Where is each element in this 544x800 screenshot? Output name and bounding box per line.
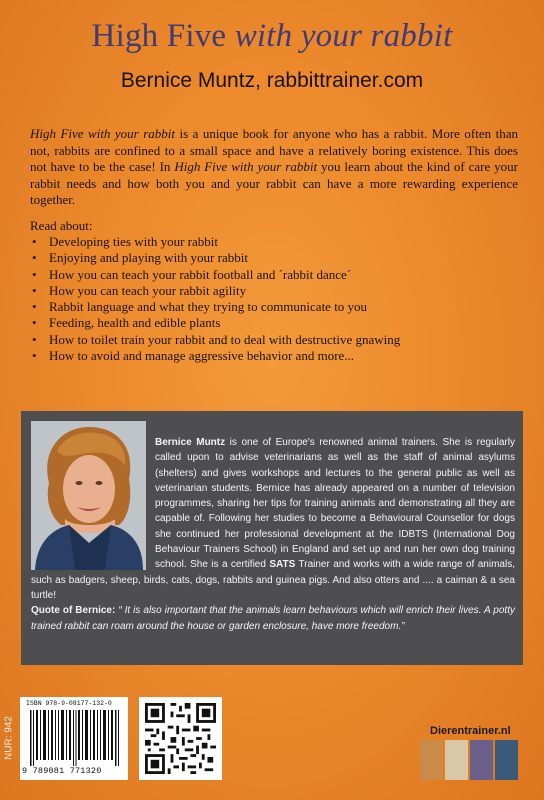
- list-item: • Enjoying and playing with your rabbit: [30, 250, 400, 266]
- dog-thumbnail: [420, 740, 443, 780]
- isbn-barcode: [20, 697, 128, 780]
- title-italic: with your rabbit: [234, 18, 453, 54]
- bio-quote: [31, 603, 515, 634]
- list-item: • Rabbit language and what they trying to communicate to you: [30, 299, 400, 315]
- list-item: • How to avoid and manage aggressive behavior and more...: [30, 348, 400, 364]
- bio-name: Bernice Muntz: [155, 437, 226, 448]
- list-item: • How you can teach your rabbit football and ´rabbit dance´: [30, 267, 400, 283]
- quote-label: Quote of Bernice:: [31, 605, 116, 617]
- cat-thumbnail: [445, 740, 468, 780]
- author-bio-box: [21, 411, 523, 665]
- barcode-number: 9 789081 771320: [22, 766, 102, 776]
- book-title: [0, 18, 544, 55]
- list-item: • Developing ties with your rabbit: [30, 234, 400, 250]
- bio-text-2: Trainer and works with a wide range of animals, such as badgers, sheep, birds, cats, dogs, rabbits and guinea pigs. And also otters and .... a caiman & a sea turtle!: [31, 559, 515, 601]
- intro-part-1: is a unique book for anyone who has a rabbit. More often than not, rabbits are confined to a small space and have a relatively boring existence. This does not have to be the case! In: [30, 126, 518, 174]
- nur-label: NUR: 942: [3, 716, 15, 760]
- title-plain: High Five: [91, 18, 235, 54]
- list-item: • How you can teach your rabbit agility: [30, 283, 400, 299]
- author-photo: [31, 421, 146, 570]
- isbn-text: ISBN 978-9-08177-132-0: [26, 700, 112, 707]
- brand-name: Dierentrainer.nl: [430, 725, 511, 737]
- intro-book-title-2: High Five with your rabbit: [174, 159, 318, 174]
- cow-thumbnail: [495, 740, 518, 780]
- intro-paragraph: [30, 126, 518, 209]
- animal-thumbnails: [420, 740, 520, 780]
- bio-sats: SATS: [269, 559, 296, 571]
- quote-text: “ It is also important that the animals learn behaviours which will enrich their lives. A potty trained rabbit can roam around the house or garden enclosure, have more freedom.”: [31, 605, 515, 632]
- rabbit-thumbnail: [470, 740, 493, 780]
- author-line: Bernice Muntz, rabbittrainer.com: [120, 69, 424, 92]
- read-about-heading: Read about:: [30, 218, 93, 233]
- list-item: • How to toilet train your rabbit and to deal with destructive gnawing: [30, 332, 400, 348]
- list-item: • Feeding, health and edible plants: [30, 315, 400, 331]
- intro-book-title: High Five with your rabbit: [30, 126, 175, 141]
- qr-code: [139, 697, 222, 780]
- read-about-list: [30, 234, 400, 364]
- bio-text-1: is one of Europe's renowned animal trainers. She is regularly called upon to advise veterinarians as well as the staff of animal asylums (shelters) and gives workshops and lectures to the general public as well as veterinarian students. Bernice has already appeared on a number of television programmes, sharing her tips for training animals and demonstrating all they are capable of. Following her studies to become a Behavioural Counsellor for dogs she continued her professional development at the IDBTS (International Dog Behaviour Trainers School) in England and set up and run her own dog training school. She is a certified: [155, 437, 515, 571]
- intro-part-2: you learn about the kind of care your rabbit needs and how both you and your rabbit can have a more rewarding experience together.: [30, 159, 518, 207]
